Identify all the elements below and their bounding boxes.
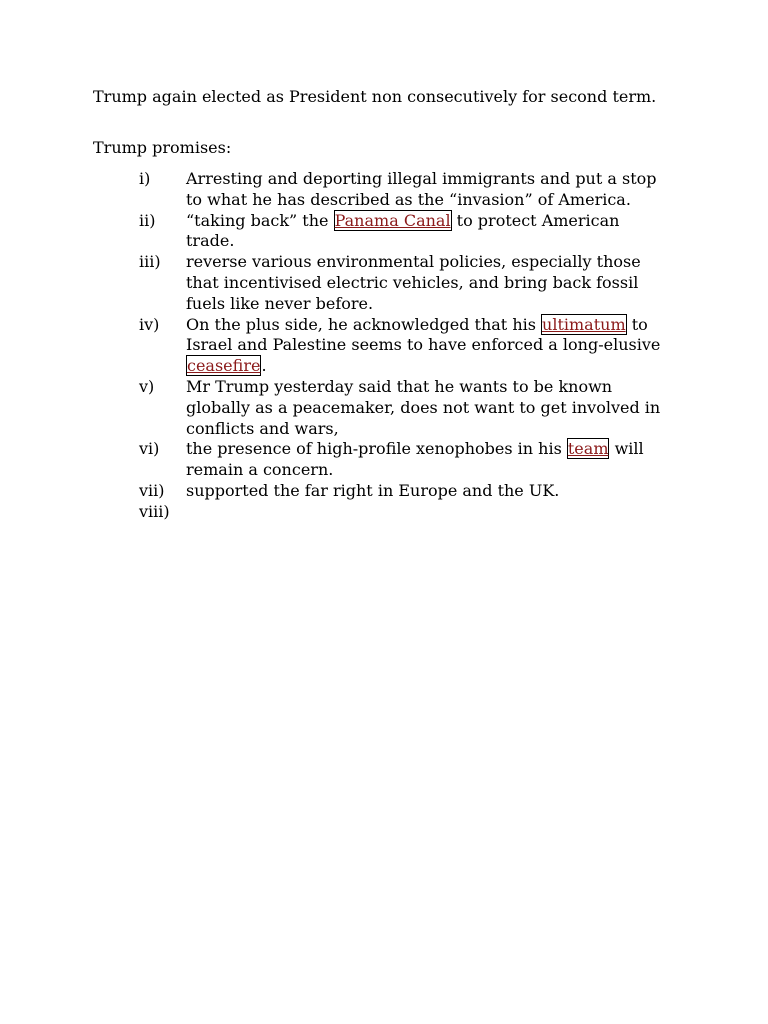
list-item: [93, 439, 693, 481]
list-marker: ii): [139, 210, 156, 230]
text-segment: On the plus side, he acknowledged that his: [186, 314, 542, 334]
list-item: [93, 481, 693, 502]
list-item: [93, 252, 693, 314]
text-segment: the presence of high-profile xenophobes in his: [186, 439, 567, 459]
list-marker: iii): [139, 252, 161, 272]
list-item: [93, 377, 693, 439]
list-marker: vii): [139, 480, 165, 500]
list-item: [93, 315, 693, 377]
text-segment: will remain a concern.: [186, 439, 644, 480]
list-item-text: [186, 439, 666, 481]
list-marker: vi): [139, 439, 160, 459]
intro-paragraph: Trump again elected as President non consecutively for second term.: [93, 87, 657, 106]
text-segment: .: [261, 356, 267, 376]
hyperlink-team[interactable]: team: [567, 439, 609, 459]
text-segment: “taking back” the: [186, 210, 334, 230]
list-item-text: [186, 377, 666, 439]
list-item-text: [186, 211, 666, 253]
text-segment: to protect American trade.: [186, 210, 620, 251]
text-segment: reverse various environmental policies, especially those that incentivised electric vehicles, and bring back fossil fuels like never before.: [186, 252, 641, 313]
list-item: [93, 169, 693, 211]
list-item: [93, 211, 693, 253]
list-item-text: [186, 252, 666, 314]
list-item-text: [186, 169, 666, 211]
hyperlink-panama-canal[interactable]: Panama Canal: [334, 210, 451, 230]
list-marker: v): [139, 376, 155, 396]
text-segment: to Israel and Palestine seems to have enforced a long-elusive: [186, 314, 661, 355]
promises-heading: Trump promises:: [93, 138, 232, 157]
promise-list: [93, 169, 693, 523]
text-segment: Arresting and deporting illegal immigrants and put a stop to what he has described as the “invasion” of America.: [186, 169, 657, 209]
list-marker: iv): [139, 314, 160, 334]
list-item-text: [186, 481, 666, 502]
hyperlink-ceasefire[interactable]: ceasefire: [187, 356, 261, 376]
text-segment: Mr Trump yesterday said that he wants to be known globally as a peacemaker, does not want to get involved in conflicts and wars,: [186, 376, 661, 438]
list-item: [93, 502, 693, 523]
hyperlink-ultimatum[interactable]: ultimatum: [542, 314, 626, 334]
text-segment: supported the far right in Europe and the UK.: [186, 480, 560, 500]
list-marker: i): [139, 169, 151, 188]
list-item-text: [186, 315, 666, 377]
list-marker: viii): [139, 501, 170, 521]
